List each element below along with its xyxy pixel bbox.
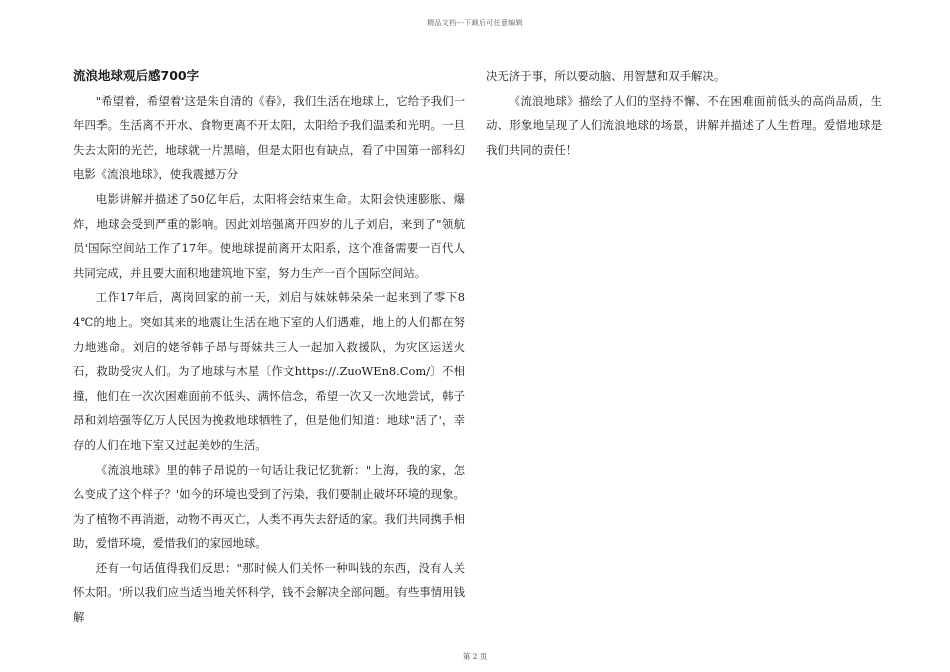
paragraph: "希望着，希望着'这是朱自清的《春》，我们生活在地球上，它给予我们一年四季。生活离不开水、食物更离不开太阳，太阳给予我们温柔和光明。一旦失去太阳的光芒，地球就一片黑暗，但是太阳也有缺点，看了中国第一部科幻电影《流浪地球》，使我震撼万分 xyxy=(73,93,465,182)
right-column xyxy=(486,64,882,162)
article-title: 流浪地球观后感700字 xyxy=(73,68,200,83)
paragraph: 《流浪地球》描绘了人们的坚持不懈、不在困难面前低头的高尚品质，生动、形象地呈现了人们流浪地球的场景，讲解并描述了人生哲理。爱惜地球是我们共同的责任！ xyxy=(486,93,882,157)
left-column xyxy=(73,64,465,630)
page-number: 第 2 页 xyxy=(462,652,488,661)
paragraph: 电影讲解并描述了50亿年后，太阳将会结束生命。太阳会快速膨胀、爆炸，地球会受到严重的影响。因此刘培强离开四岁的儿子刘启，来到了"领航员'国际空间站工作了17年。使地球提前离开太阳系，这个准备需要一百代人共同完成，并且要大面积地建筑地下室，努力生产一百个国际空间站。 xyxy=(73,191,465,280)
paragraph: 还有一句话值得我们反思："那时候人们关怀一种叫钱的东西，没有人关怀太阳。'所以我们应当适当地关怀科学，钱不会解决全部问题。有些事情用钱解 xyxy=(73,560,465,625)
page-header: 精品文档---下载后可任意编辑 xyxy=(427,19,523,27)
paragraph: 工作17年后，离岗回家的前一天，刘启与妹妹韩朵朵一起来到了零下84℃的地上。突如其来的地震让生活在地下室的人们遇难，地上的人们都在努力地逃命。刘启的姥爷韩子昂与哥妹共三人一起加入救援队，为灾区运送火石，救助受灾人们。为了地球与木星〔作文https://.ZuoWEn8.Com/〕不相撞，他们在一次次困难面前不低头、满怀信念，希望一次又一次地尝试，韩子昂和刘培强等亿万人民因为挽救地球牺牲了，但是他们知道：地球"活了'，幸存的人们在地下室又过起美妙的生活。 xyxy=(73,290,465,452)
paragraph-continuation: 决无济于事，所以要动脑、用智慧和双手解决。 xyxy=(486,69,726,83)
paragraph: 《流浪地球》里的韩子昂说的一句话让我记忆犹新："上海，我的家，怎么变成了这个样子？'如今的环境也受到了污染，我们要制止破坏环境的现象。为了植物不再消逝，动物不再灭亡，人类不再失去舒适的家。我们共同携手相助，爱惜环境，爱惜我们的家园地球。 xyxy=(73,462,465,551)
